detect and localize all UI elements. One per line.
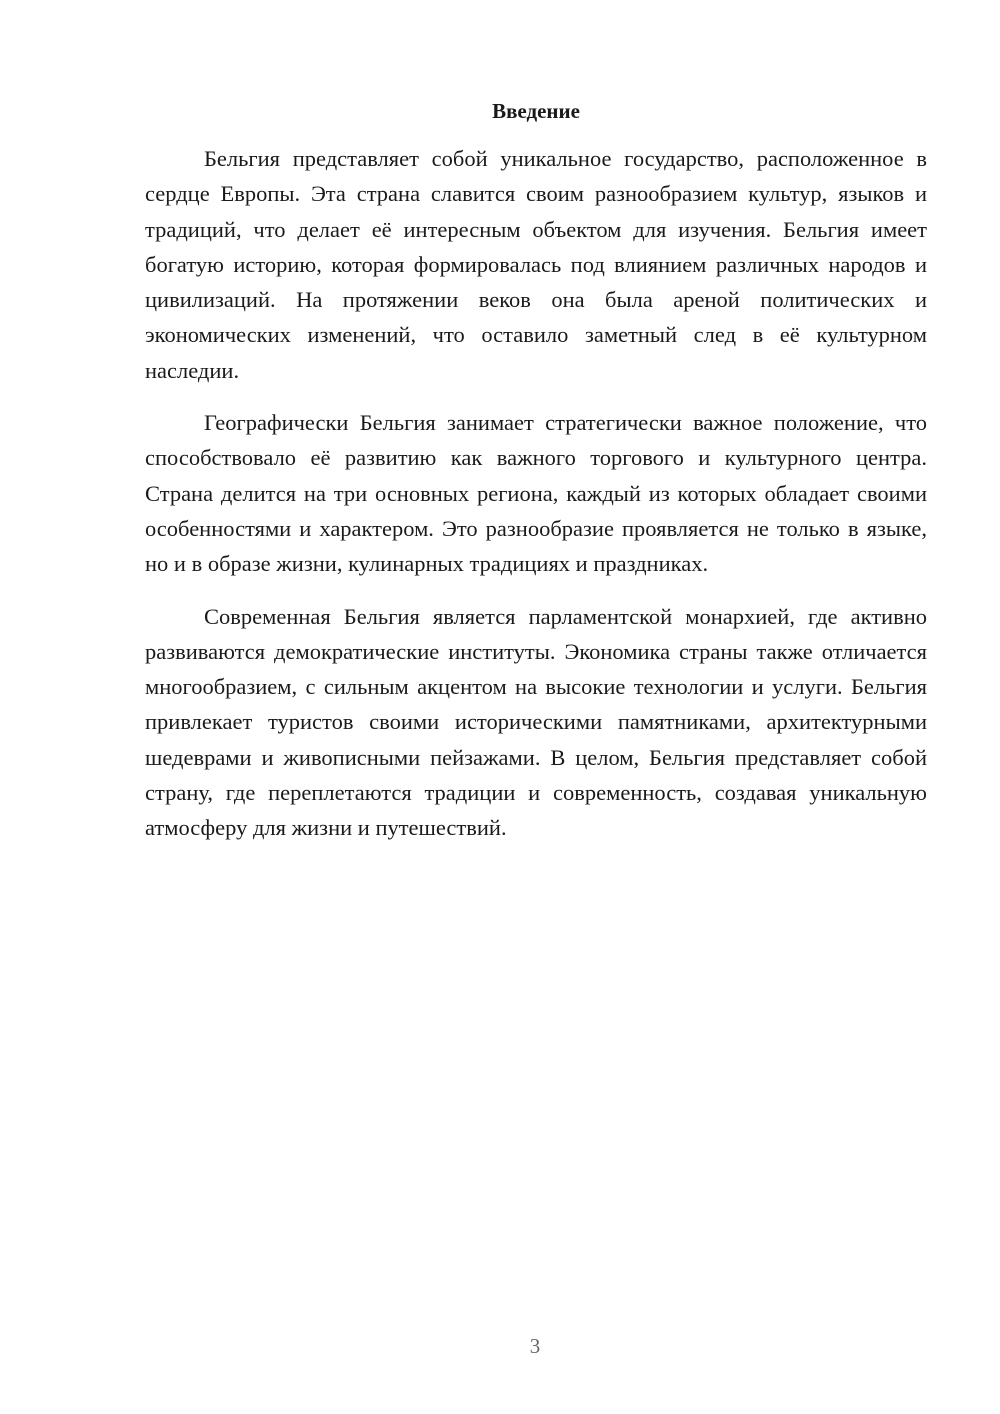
page-number: 3 xyxy=(529,1334,541,1358)
body-text xyxy=(145,141,927,863)
section-heading: Введение xyxy=(492,99,580,123)
paragraph-3: Современная Бельгия является парламентской монархией, где активно развиваются демократические институты. Экономика страны также отличается многообразием, с сильным акцентом на высокие технологии и услуги. Бельгия привлекает туристов своими историческими памятниками, архитектурными шедеврами и живописными пейзажами. В целом, Бельгия представляет собой страну, где переплетаются традиции и современность, создавая уникальную атмосферу для жизни и путешествий. xyxy=(145,603,927,841)
paragraph-1: Бельгия представляет собой уникальное государство, расположенное в сердце Европы. Эта страна славится своим разнообразием культур, языков и традиций, что делает её интересным объектом для изучения. Бельгия имеет богатую историю, которая формировалась под влиянием различных народов и цивилизаций. На протяжении веков она была ареной политических и экономических изменений, что оставило заметный след в её культурном наследии. xyxy=(145,146,927,383)
paragraph-2: Географически Бельгия занимает стратегически важное положение, что способствовало её развитию как важного торгового и культурного центра. Страна делится на три основных региона, каждый из которых обладает своими особенностями и характером. Это разнообразие проявляется не только в языке, но и в образе жизни, кулинарных традициях и праздниках. xyxy=(145,410,927,577)
